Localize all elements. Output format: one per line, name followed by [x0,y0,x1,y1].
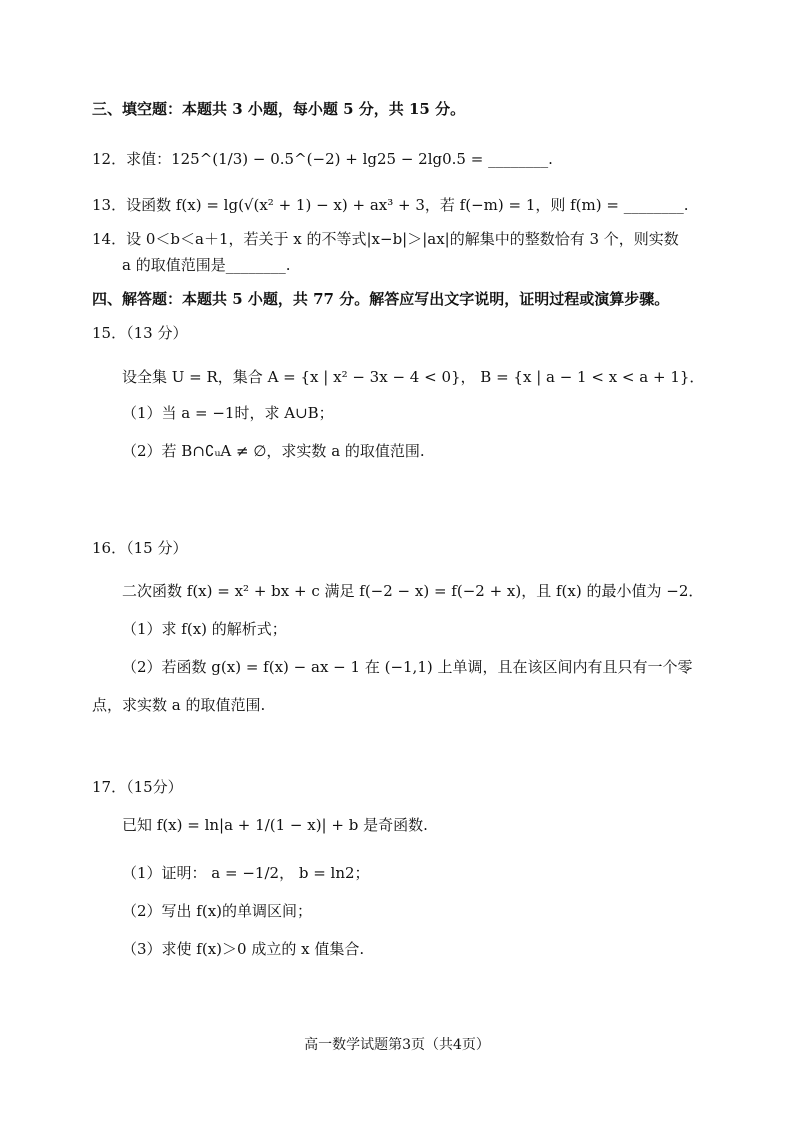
question-16-title: 16．（15 分） [92,539,188,557]
question-15-part-1: （1）当 a = −1时，求 A∪B； [122,404,334,422]
question-16-part-2-line-2: 点，求实数 a 的取值范围. [92,696,266,714]
question-17-part-1: （1）证明： a = −1/2， b = ln2； [122,864,370,882]
question-17-title: 17．（15分） [92,778,183,796]
question-16-stem: 二次函数 f(x) = x² + bx + c 满足 f(−2 − x) = f(−2 + x)，且 f(x) 的最小值为 −2． [122,582,704,600]
question-15-part-2: （2）若 B∩∁ᵤA ≠ ∅，求实数 a 的取值范围. [122,442,425,460]
section-3-heading: 三、填空题：本题共 3 小题，每小题 5 分，共 15 分。 [92,100,466,118]
question-15-title: 15．（13 分） [92,324,188,342]
question-17-part-3: （3）求使 f(x)＞0 成立的 x 值集合. [122,940,365,958]
question-16-part-2-line-1: （2）若函数 g(x) = f(x) − ax − 1 在 (−1,1) 上单调，且在该区间内有且只有一个零 [122,658,693,676]
question-16-part-1: （1）求 f(x) 的解析式； [122,620,287,638]
question-14-line-1: 14．设 0＜b＜a＋1，若关于 x 的不等式|x−b|＞|ax|的解集中的整数恰有 3 个，则实数 [92,230,679,248]
question-13: 13．设函数 f(x) = lg(√(x² + 1) − x) + ax³ + 3，若 f(−m) = 1，则 f(m) = ________. [92,196,689,214]
question-17-part-2: （2）写出 f(x)的单调区间； [122,902,313,920]
question-14-line-2: a 的取值范围是________. [122,256,291,274]
question-17-stem: 已知 f(x) = ln|a + 1/(1 − x)| + b 是奇函数. [122,816,428,834]
question-15-stem: 设全集 U = R，集合 A = {x | x² − 3x − 4 < 0}， B = {x | a − 1 < x < a + 1}． [122,368,705,386]
question-12: 12．求值：125^(1/3) − 0.5^(−2) + lg25 − 2lg0.5 = ________. [92,150,553,168]
page-footer: 高一数学试题第3页（共4页） [304,1037,490,1053]
section-4-heading: 四、解答题：本题共 5 小题，共 77 分。解答应写出文字说明，证明过程或演算步骤。 [92,290,670,308]
